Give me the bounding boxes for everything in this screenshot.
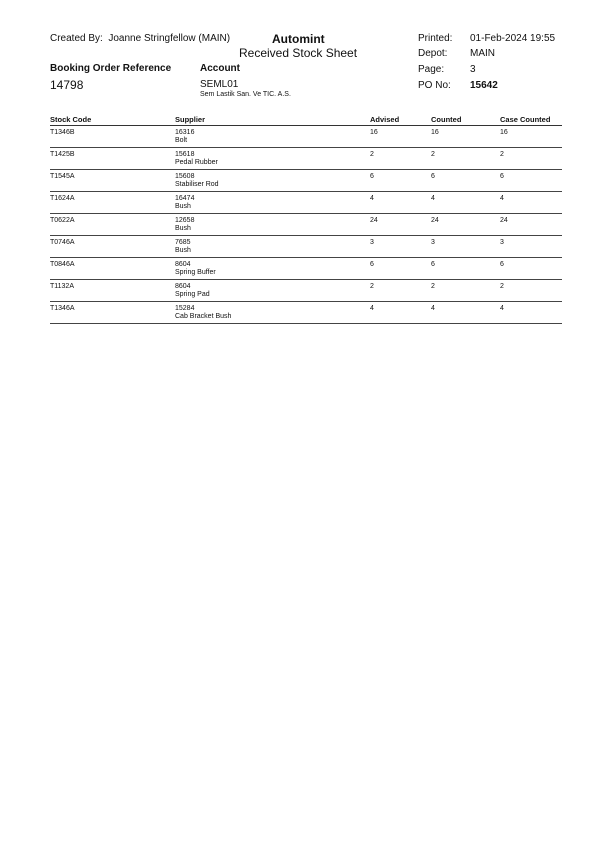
supplier-number: 16474 xyxy=(175,195,195,202)
supplier-number: 7685 xyxy=(175,239,191,246)
depot-value: MAIN xyxy=(470,48,495,59)
created-by xyxy=(50,33,230,44)
col-supplier: Supplier xyxy=(175,115,206,124)
case-counted-cell: 4 xyxy=(500,305,504,312)
supplier-cell xyxy=(175,195,194,211)
advised-cell: 16 xyxy=(370,129,378,136)
supplier-number: 15284 xyxy=(175,305,195,312)
part-description: Bush xyxy=(175,203,191,210)
part-description: Spring Pad xyxy=(175,291,210,298)
counted-cell: 6 xyxy=(431,173,435,180)
printed-label: Printed: xyxy=(418,33,453,44)
supplier-cell xyxy=(175,173,219,189)
case-counted-cell: 6 xyxy=(500,261,504,268)
part-description: Stabiliser Rod xyxy=(175,181,219,188)
table-row xyxy=(50,126,562,148)
table-row xyxy=(50,280,562,302)
supplier-cell xyxy=(175,261,216,277)
part-description: Bush xyxy=(175,247,191,254)
case-counted-cell: 16 xyxy=(500,129,508,136)
created-by-value: Joanne Stringfellow (MAIN) xyxy=(108,33,231,44)
counted-cell: 4 xyxy=(431,195,435,202)
advised-cell: 4 xyxy=(370,195,374,202)
account-code: SEML01 xyxy=(200,79,239,90)
stock-code-cell: T1545A xyxy=(50,173,75,180)
stock-code-cell: T1425B xyxy=(50,151,75,158)
supplier-cell xyxy=(175,283,210,299)
table-row xyxy=(50,214,562,236)
part-description: Cab Bracket Bush xyxy=(175,313,232,320)
booking-value: 14798 xyxy=(50,78,84,92)
case-counted-cell: 2 xyxy=(500,283,504,290)
counted-cell: 6 xyxy=(431,261,435,268)
case-counted-cell: 24 xyxy=(500,217,508,224)
part-description: Spring Buffer xyxy=(175,269,216,276)
col-counted: Counted xyxy=(431,115,462,124)
supplier-cell xyxy=(175,217,194,233)
stock-code-cell: T1346A xyxy=(50,305,75,312)
counted-cell: 4 xyxy=(431,305,435,312)
page-value: 3 xyxy=(470,64,476,75)
table-row xyxy=(50,192,562,214)
created-by-label: Created By: xyxy=(50,33,103,44)
case-counted-cell: 2 xyxy=(500,151,504,158)
supplier-cell xyxy=(175,129,194,145)
table-row xyxy=(50,302,562,324)
stock-code-cell: T1624A xyxy=(50,195,75,202)
advised-cell: 3 xyxy=(370,239,374,246)
account-label: Account xyxy=(200,63,240,74)
advised-cell: 2 xyxy=(370,151,374,158)
supplier-cell xyxy=(175,239,191,255)
supplier-number: 15618 xyxy=(175,151,195,158)
stock-code-cell: T0846A xyxy=(50,261,75,268)
po-label: PO No: xyxy=(418,80,451,91)
supplier-cell xyxy=(175,151,218,167)
counted-cell: 2 xyxy=(431,151,435,158)
case-counted-cell: 3 xyxy=(500,239,504,246)
account-name: Sem Lastik San. Ve TIC. A.S. xyxy=(200,91,291,98)
stock-code-cell: T0746A xyxy=(50,239,75,246)
advised-cell: 2 xyxy=(370,283,374,290)
col-advised: Advised xyxy=(370,115,400,124)
printed-value: 01-Feb-2024 19:55 xyxy=(470,33,556,44)
table-row xyxy=(50,258,562,280)
case-counted-cell: 4 xyxy=(500,195,504,202)
table-body xyxy=(50,126,562,324)
supplier-number: 16316 xyxy=(175,129,195,136)
sheet-title: Received Stock Sheet xyxy=(239,46,358,60)
case-counted-cell: 6 xyxy=(500,173,504,180)
advised-cell: 6 xyxy=(370,261,374,268)
table-row xyxy=(50,148,562,170)
table-row xyxy=(50,236,562,258)
col-stock-code: Stock Code xyxy=(50,115,92,124)
stock-code-cell: T1346B xyxy=(50,129,75,136)
counted-cell: 24 xyxy=(431,217,439,224)
stock-code-cell: T1132A xyxy=(50,283,74,290)
booking-label: Booking Order Reference xyxy=(50,63,172,74)
col-case-counted: Case Counted xyxy=(500,115,551,124)
stock-code-cell: T0622A xyxy=(50,217,75,224)
table-row xyxy=(50,170,562,192)
supplier-number: 8604 xyxy=(175,261,191,268)
supplier-number: 12658 xyxy=(175,217,195,224)
advised-cell: 6 xyxy=(370,173,374,180)
counted-cell: 16 xyxy=(431,129,439,136)
table-header xyxy=(50,114,562,126)
counted-cell: 2 xyxy=(431,283,435,290)
part-description: Pedal Rubber xyxy=(175,159,218,166)
counted-cell: 3 xyxy=(431,239,435,246)
app-title: Automint xyxy=(272,32,325,46)
page-label: Page: xyxy=(418,64,445,75)
part-description: Bush xyxy=(175,225,191,232)
supplier-number: 8604 xyxy=(175,283,191,290)
supplier-number: 15608 xyxy=(175,173,195,180)
supplier-cell xyxy=(175,305,231,321)
part-description: Bolt xyxy=(175,137,188,144)
advised-cell: 24 xyxy=(370,217,378,224)
advised-cell: 4 xyxy=(370,305,374,312)
stock-table xyxy=(50,114,562,324)
po-value: 15642 xyxy=(470,80,498,91)
depot-label: Depot: xyxy=(418,48,448,59)
